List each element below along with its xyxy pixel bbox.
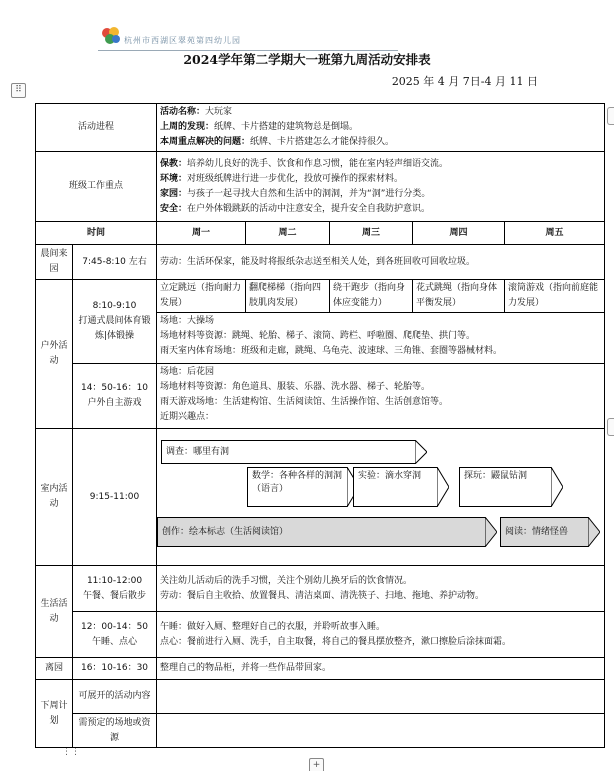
day-header: 周五 (505, 222, 605, 245)
life-lunch-row (36, 566, 605, 612)
exercise-day-thu: 花式跳绳（指向身体平衡发展） (413, 280, 505, 313)
flow-survey: 调查：哪里有洞 (161, 440, 415, 464)
class-focus-row (36, 152, 605, 222)
exercise-day-wed: 绕干跑步（指向身体应变能力） (330, 280, 413, 313)
indoor-row (36, 429, 605, 566)
day-header: 周三 (330, 222, 413, 245)
focus-item: 家园：与孩子一起寻找大自然和生活中的洞洞，并为“洞”进行分类。 (160, 188, 431, 199)
morning-content: 劳动：生活环保家，能及时将报纸杂志送至相关人处，到各班回收可回收垃圾。 (157, 245, 605, 280)
next-week-section: 下周计划 (36, 680, 73, 748)
arrow-tip (415, 440, 427, 464)
arrow-tip (437, 467, 449, 507)
school-logo (98, 26, 398, 48)
focus-item: 保教：培养幼儿良好的洗手、饮食和作息习惯，能在室内轻声细语交流。 (160, 158, 449, 169)
class-focus-label: 班级工作重点 (36, 152, 157, 222)
flow-math: 数学：各种各样的洞洞（语言） (247, 467, 347, 507)
class-focus-content (157, 152, 605, 222)
day-header: 周四 (413, 222, 505, 245)
school-logo-icon (100, 26, 122, 46)
day-header: 周一 (157, 222, 246, 245)
exercise-day-fri: 滚筒游戏（指向前庭能力发展） (505, 280, 605, 313)
progress-item: 本周重点解决的问题：纸牌、卡片搭建怎么才能保持很久。 (160, 137, 395, 147)
date-range: 2025 年 4 月 7日-4 月 11 日 (391, 75, 538, 88)
leave-row (36, 658, 605, 680)
indoor-flow-cell (157, 429, 605, 566)
outdoor-freeplay-row (36, 364, 605, 429)
next-week-resources-label: 需预定的场地或资源 (73, 714, 157, 748)
page-title: 2024学年第二学期大一班第九周活动安排表 (183, 52, 431, 67)
next-week-activities-content[interactable] (157, 680, 605, 714)
leave-time: 16：10-16：30 (73, 658, 157, 680)
next-week-row-1 (36, 680, 605, 714)
arrow-tip (588, 517, 600, 547)
progress-item: 活动名称：大玩家 (160, 107, 233, 117)
table-move-handle[interactable]: ⠿ (11, 83, 26, 98)
outdoor-exercise-daily-row (36, 280, 605, 313)
flow-create: 创作：绘本标志（生活阅读馆） (157, 517, 485, 547)
flow-explore: 探玩：鼹鼠钻洞 (459, 467, 551, 507)
days-header-row (36, 222, 605, 245)
life-nap-row (36, 612, 605, 658)
morning-row (36, 245, 605, 280)
outdoor-section: 户外活动 (36, 280, 73, 429)
right-resize-handle-bottom[interactable] (607, 418, 614, 436)
exercise-notes: 场地：大操场 场地材料等资源：跳绳、轮胎、梯子、滚筒、跨栏、呼啦圈、爬爬垫、拱门等。 雨天室内体育场地：班级和走廊，跳绳、乌龟壳、波速球、三角锥、套圈等器械材料。 (157, 313, 605, 364)
arrow-tip (551, 467, 563, 507)
indoor-section: 室内活动 (36, 429, 73, 566)
row-drag-handle[interactable]: ⋮⋮ (62, 747, 80, 757)
flow-experiment: 实验：滴水穿洞 (353, 467, 437, 507)
school-name: 杭州市西湖区翠苑第四幼儿园 (124, 36, 241, 45)
morning-section: 晨间来园 (36, 245, 73, 280)
progress-label: 活动进程 (36, 104, 157, 152)
indoor-time: 9:15-11:00 (73, 429, 157, 566)
lunch-content: 关注幼儿活动后的洗手习惯，关注个别幼儿换牙后的饮食情况。 劳动：餐后自主收拾、放置餐具、清洁桌面、清洗筷子、扫地、拖地、养护动物。 (157, 566, 605, 612)
focus-item: 安全：在户外体锻跳跃的活动中注意安全，提升安全自我防护意识。 (160, 203, 431, 214)
exercise-day-mon: 立定跳远（指向耐力发展） (157, 280, 246, 313)
exercise-day-tue: 翻爬梯梯（指向四肢肌肉发展） (246, 280, 330, 313)
life-section: 生活活动 (36, 566, 73, 658)
nap-time: 12：00-14：50 午睡、点心 (73, 612, 157, 658)
lunch-time: 11:10-12:00 午餐、餐后散步 (73, 566, 157, 612)
leave-section: 离园 (36, 658, 73, 680)
next-week-row-2 (36, 714, 605, 748)
progress-row (36, 104, 605, 152)
progress-item: 上周的发现：纸牌、卡片搭建的建筑物总是倒塌。 (160, 122, 359, 132)
outdoor-exercise-time: 8:10-9:10 打通式晨间体育锻炼|体锻操 (73, 280, 157, 364)
morning-time: 7:45-8:10 左右 (73, 245, 157, 280)
nap-content: 午睡：做好入厕、整理好自己的衣服，并聆听故事入睡。 点心：餐前进行入厕、洗手，自主取餐，将自己的餐具摆放整齐，漱口擦脸后涂抹面霜。 (157, 612, 605, 658)
arrow-tip (485, 517, 497, 547)
day-header: 周二 (246, 222, 330, 245)
time-header: 时间 (36, 222, 157, 245)
freeplay-notes: 场地：后花园 场地材料等资源：角色道具、服装、乐器、洗水器、梯子、轮胎等。 雨天游戏场地：生活建构馆、生活阅读馆、生活操作馆、生活创意馆等。 近期兴趣点： (157, 364, 605, 429)
freeplay-time: 14：50-16：10 户外自主游戏 (73, 364, 157, 429)
leave-content: 整理自己的物品柜，并将一些作品带回家。 (157, 658, 605, 680)
activity-flow (157, 429, 604, 565)
progress-content (157, 104, 605, 152)
next-week-activities-label: 可展开的活动内容 (73, 680, 157, 714)
focus-item: 环境：对班级纸牌进行进一步优化，投放可操作的探索材料。 (160, 173, 404, 184)
schedule-table (35, 103, 605, 748)
add-row-button[interactable]: + (309, 758, 324, 771)
next-week-resources-content[interactable] (157, 714, 605, 748)
flow-read: 阅读：情绪怪兽 (500, 517, 588, 547)
right-resize-handle-top[interactable] (607, 107, 614, 125)
